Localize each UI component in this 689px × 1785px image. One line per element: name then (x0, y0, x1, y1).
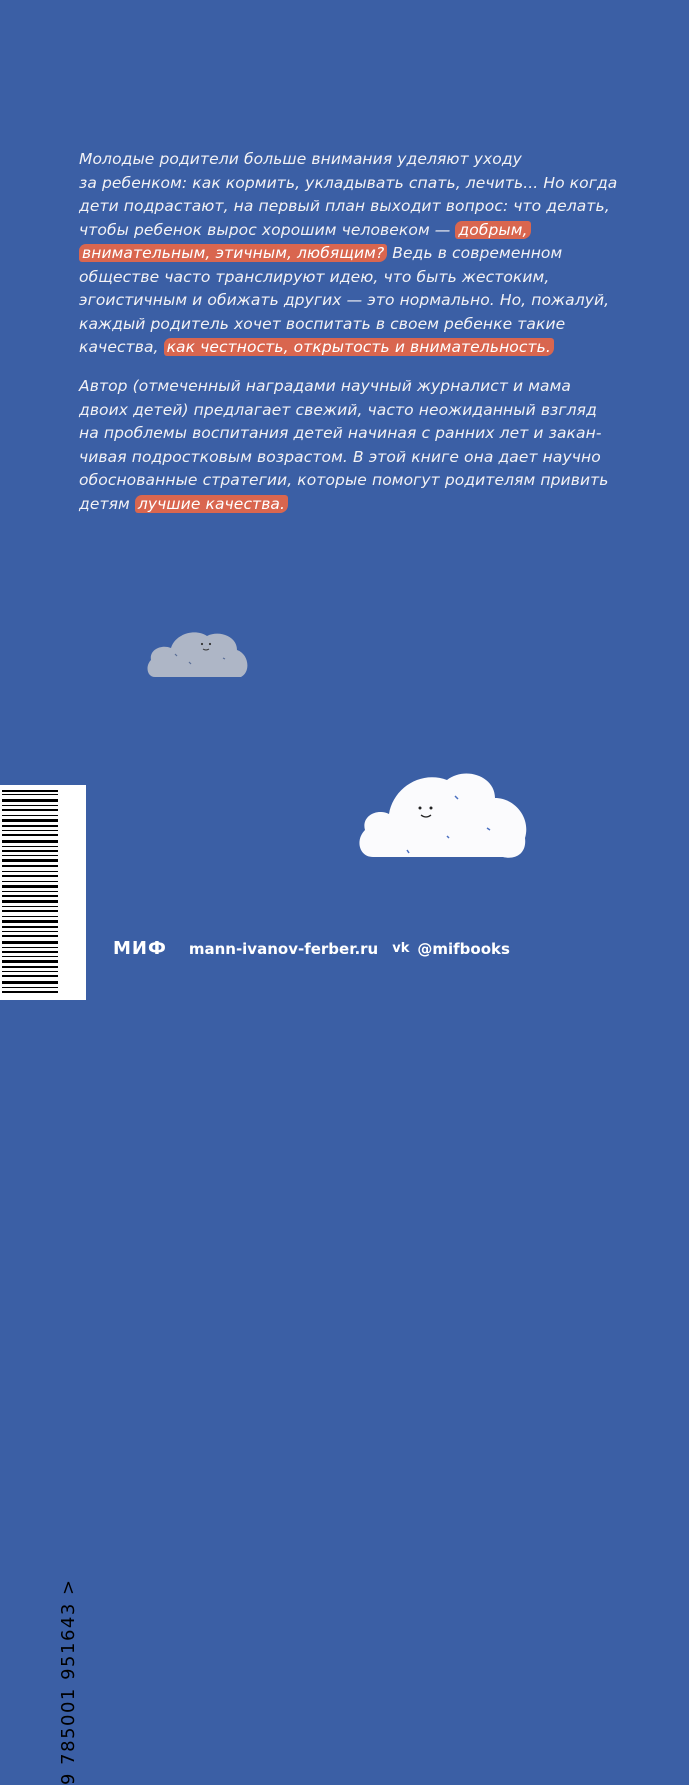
isbn-barcode (0, 785, 86, 1785)
text-line: каждый родитель хочет воспитать в своем ребенке такие (79, 314, 566, 333)
text-line: за ребенком: как кормить, укладывать спать, лечить... Но когда (79, 173, 618, 192)
text-line (79, 242, 563, 266)
website-link[interactable]: mann-ivanov-ferber.ru (188, 939, 379, 958)
social-handle[interactable]: @mifbooks (417, 939, 510, 958)
publisher-logo: МИФ (113, 938, 167, 959)
text-line: на проблемы воспитания детей начиная с ранних лет и закан- (79, 424, 602, 442)
large-cloud-illustration (355, 762, 530, 862)
text-segment: детям (79, 494, 135, 513)
text-line (79, 336, 549, 360)
small-cloud-illustration (145, 622, 250, 682)
highlighted-text: как честность, открытость и внимательность. (164, 338, 554, 356)
publisher-footer (113, 938, 510, 959)
highlighted-text: внимательным, этичным, любящим? (79, 244, 387, 262)
highlighted-text: добрым, (455, 221, 530, 239)
text-line: дети подрастают, на первый план выходит вопрос: что делать, (79, 197, 610, 215)
text-line: эгоистичным и обижать других — это нормально. Но, пожалуй, (79, 291, 610, 309)
highlighted-text: лучшие качества. (135, 495, 288, 513)
text-line: двоих детей) предлагает свежий, часто неожиданный взгляд (79, 400, 597, 419)
text-segment: качества, (79, 338, 164, 356)
text-line (79, 219, 549, 243)
vk-icon[interactable]: vk (392, 941, 410, 956)
text-segment: Ведь в современном (387, 244, 563, 262)
description-paragraph-2 (79, 375, 609, 516)
text-line: обществе часто транслируют идею, что быть жестоким, (79, 267, 550, 286)
text-line: Молодые родители больше внимания уделяют уходу (79, 150, 522, 168)
barcode-digits: 9 785001 951643 > (58, 1578, 79, 1785)
text-line: Автор (отмеченный наградами научный журналист и мама (79, 377, 572, 395)
description-paragraph-1 (79, 148, 618, 360)
text-line: обоснованные стратегии, которые помогут родителям привить (79, 471, 609, 489)
text-line: чивая подростковым возрастом. В этой книге она дает научно (79, 447, 601, 466)
text-line (79, 493, 549, 517)
barcode-bars (0, 785, 62, 1000)
text-segment: чтобы ребенок вырос хорошим человеком — (79, 220, 456, 239)
